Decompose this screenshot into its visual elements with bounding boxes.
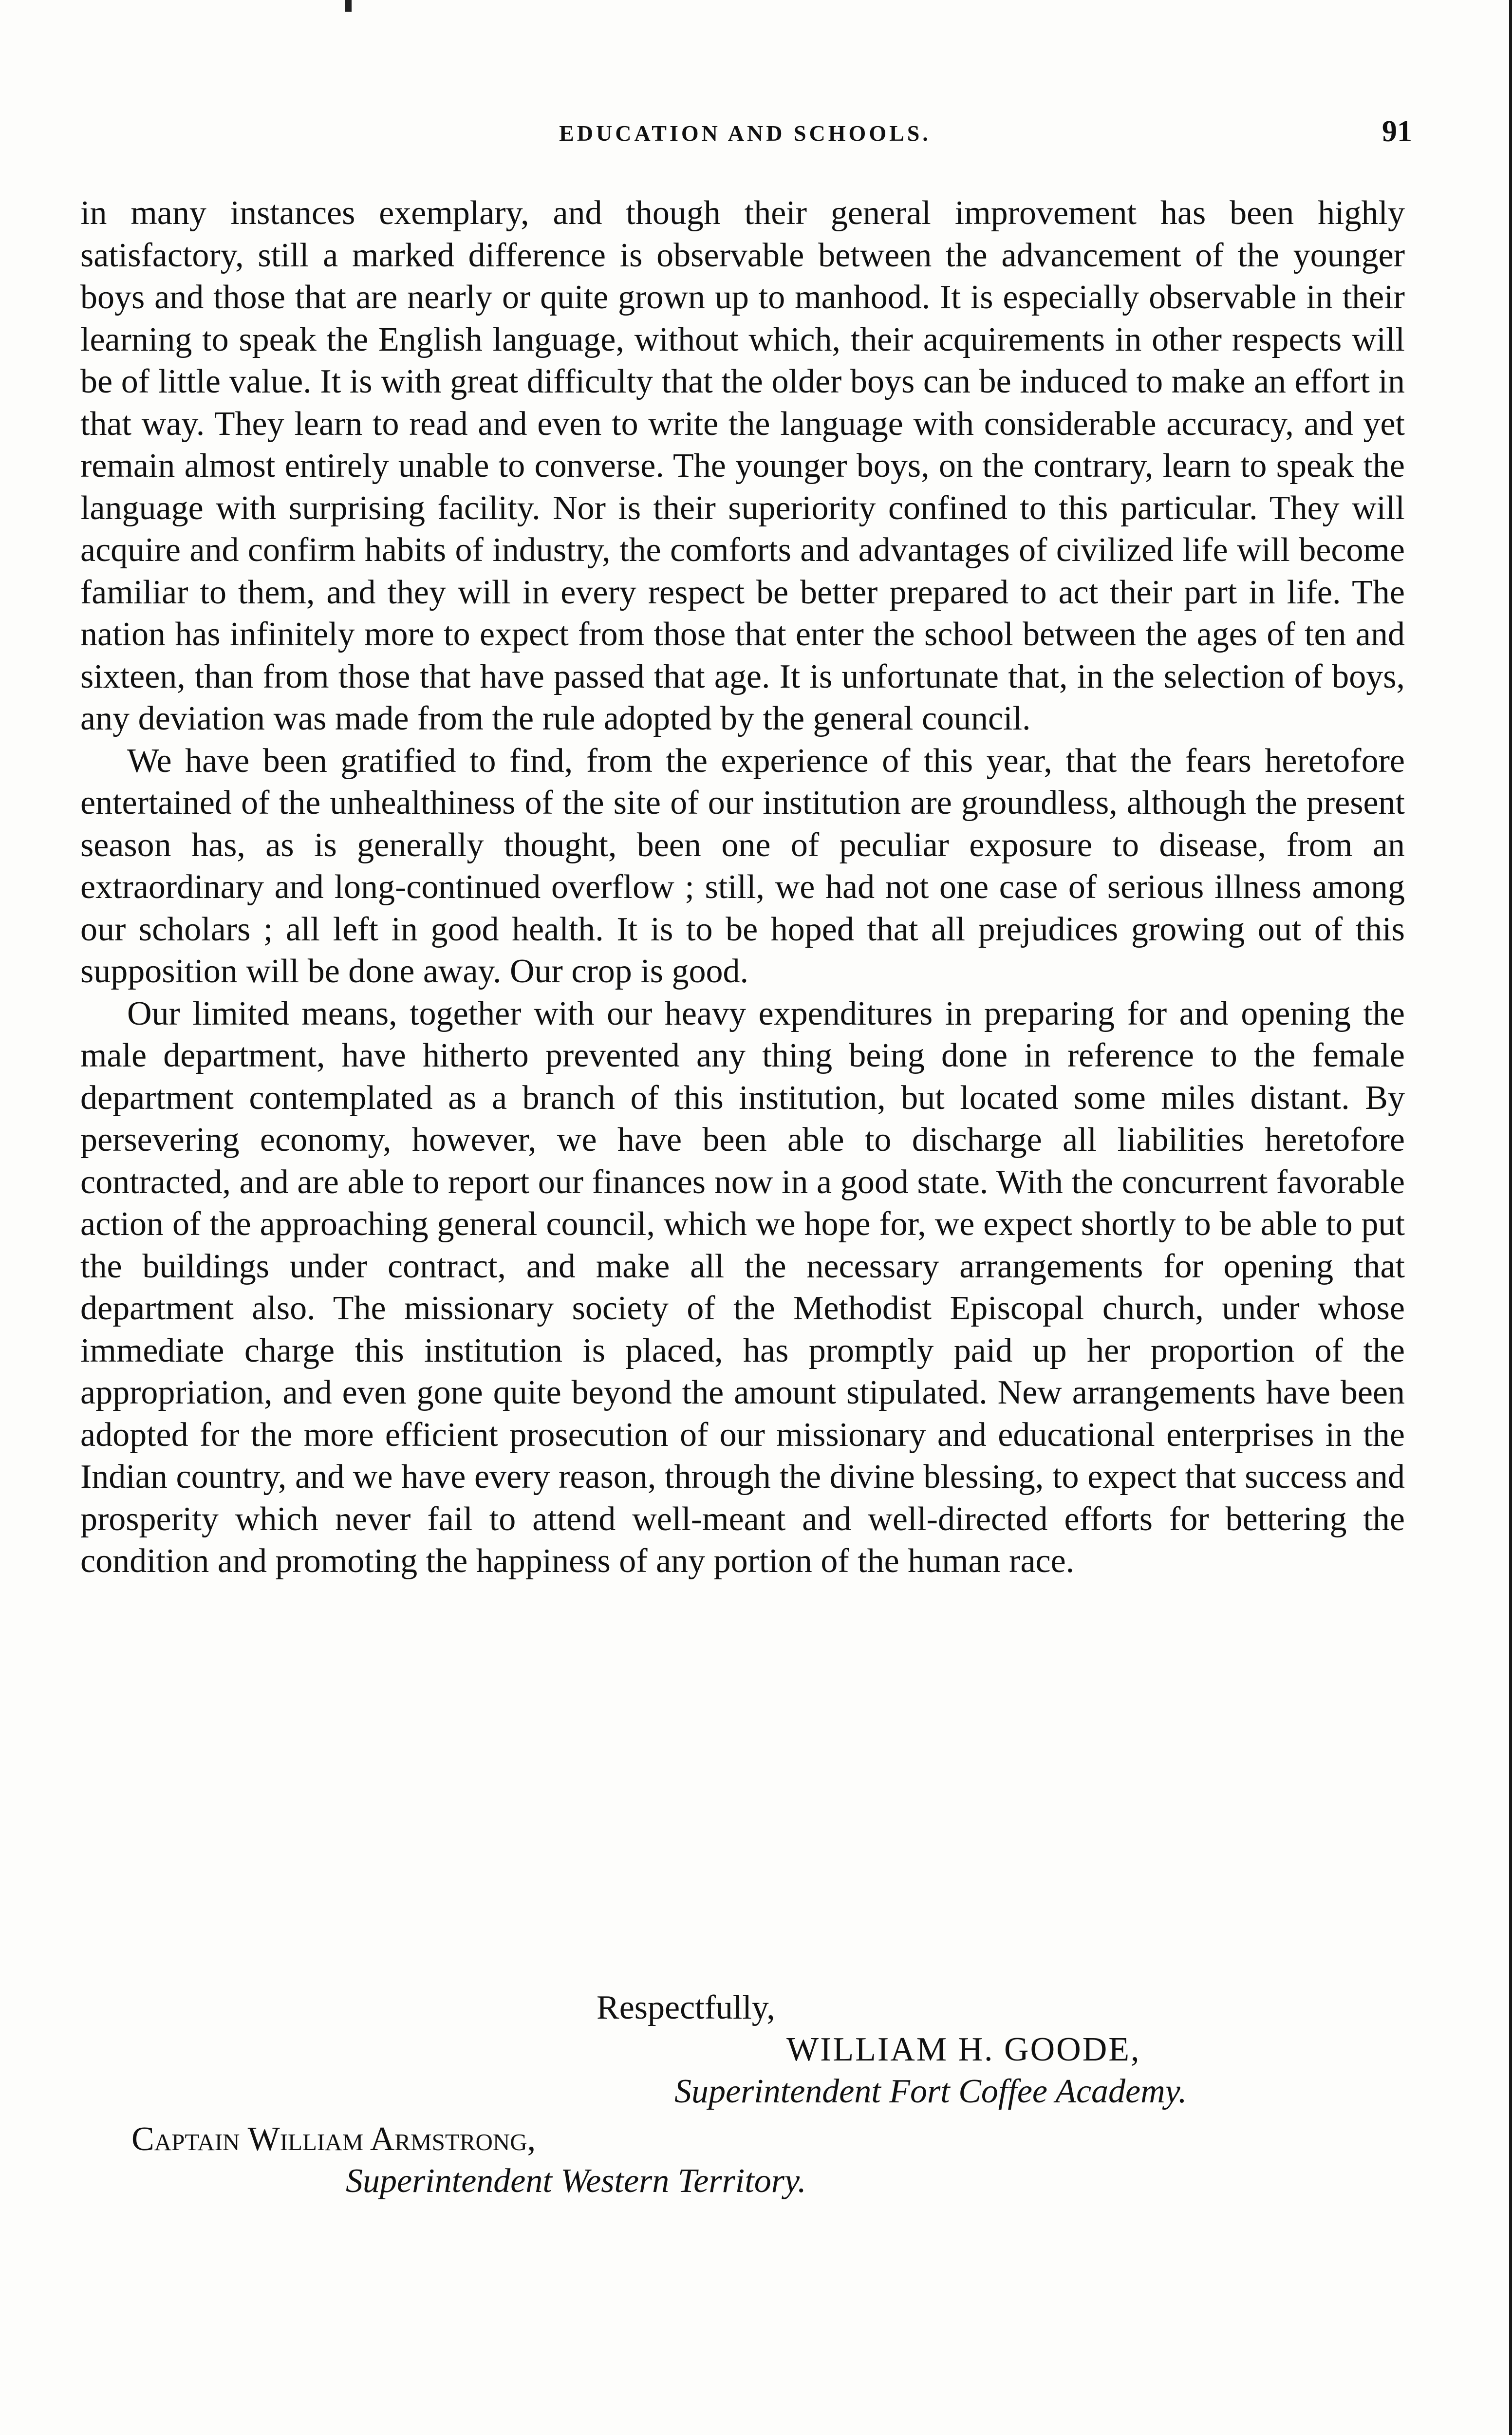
scan-right-edge [1509,0,1512,2435]
addressee-title: Superintendent Western Territory. [346,2162,806,2200]
salutation: Respectfully, [597,1989,775,2026]
page-header [78,110,1412,168]
signer-name: WILLIAM H. GOODE, [786,2031,1141,2068]
paragraph-continued: in many instances exemplary, and though their general improvement has been highly satisfactory, still a marked difference is observable between the advancement of the younger boys and those that are nearly or quite grown up to manhood. It is especially observable in their learning to speak the English language, without which, their acquirements in other respects will be of little value. It is with great difficulty that the older boys can be induced to make an effort in that way. They learn to read and even to write the language with considerable accuracy, and yet remain almost entirely unable to converse. The younger boys, on the contrary, learn to speak the language with surprising facility. Nor is their superiority confined to this particular. They will acquire and confirm habits of industry, the comforts and advantages of civilized life will become familiar to them, and they will in every respect be better prepared to act their part in life. The nation has infinitely more to expect from those that enter the school between the ages of ten and sixteen, than from those that have passed that age. It is unfortunate that, in the selection of boys, any deviation was made from the rule adopted by the general council. [80,194,1405,737]
paragraph-finances: Our limited means, together with our heavy expenditures in preparing for and opening the male department, have hitherto prevented any thing being done in reference to the female department contemplated as a branch of this institution, but located some miles distant. By persevering economy, however, we have been able to discharge all liabilities heretofore contracted, and are able to report our finances now in a good state. With the concurrent favorable action of the approaching general council, which we hope for, we expect shortly to be able to put the buildings under contract, and make all the necessary arrangements for opening that department also. The missionary society of the Methodist Episcopal church, under whose immediate charge this institution is placed, has promptly paid up her proportion of the appropriation, and even gone quite beyond the amount stipulated. New arrangements have been adopted for the more efficient prosecution of our missionary and educational enterprises in the Indian country, and we have every reason, through the divine blessing, to expect that success and prosperity which never fail to attend well-meant and well-directed efforts for bettering the condition and promoting the happiness of any portion of the human race. [80,994,1405,1580]
page-number: 91 [1382,115,1412,148]
body-text [80,192,1405,1583]
signer-title: Superintendent Fort Coffee Academy. [674,2073,1187,2110]
scan-top-mark [345,0,352,12]
letter-closing [80,1987,1405,2202]
running-title: EDUCATION AND SCHOOLS. [559,121,931,146]
addressee-name: Captain William Armstrong, [131,2120,536,2158]
paragraph-health: We have been gratified to find, from the experience of this year, that the fears heretofore entertained of the unhealthiness of the site of our institution are groundless, although the present season has, as is generally thought, been one of peculiar exposure to disease, from an extraordinary and long-continued overflow ; still, we had not one case of serious illness among our scholars ; all left in good health. It is to be hoped that all prejudices growing out of this supposition will be done away. Our crop is good. [80,742,1405,990]
